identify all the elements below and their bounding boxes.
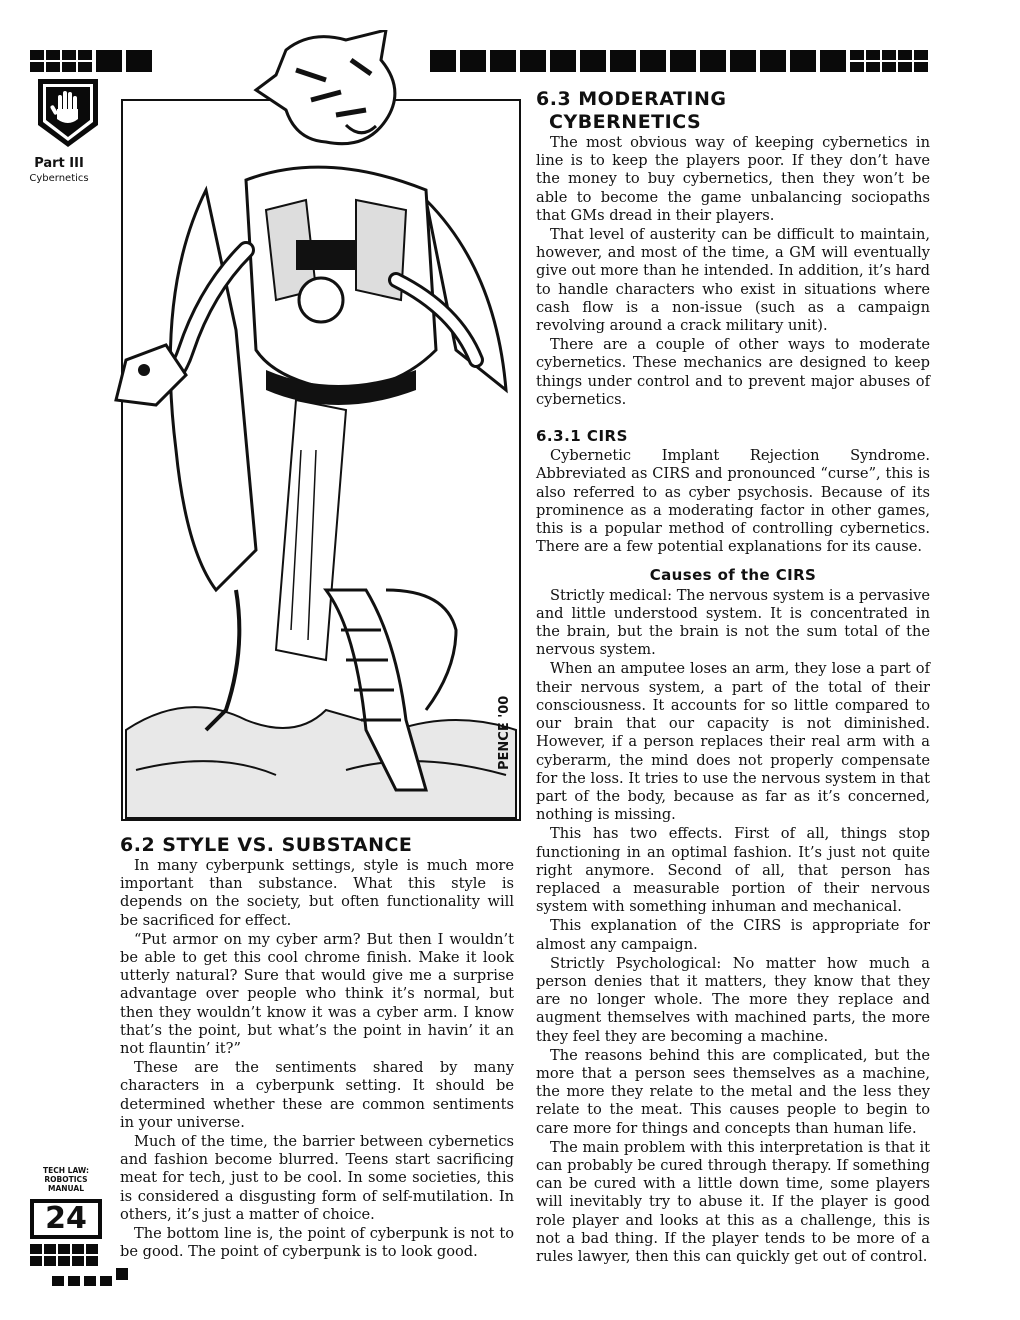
small-block-grid — [30, 50, 92, 72]
section-moderating-cybernetics — [536, 88, 930, 1266]
paragraph: Strictly Psychological: No matter how much a person denies that it matters, they know that they are no longer whole. The more they replace and augment themselves with machined parts, the more they feel they are becoming a machine. — [536, 954, 930, 1045]
paragraph: The reasons behind this are complicated, but the more that a person sees themselves as a machine, the more they relate to the metal and the less they relate to the meat. This causes people to begin to care more for things and concepts than human life. — [536, 1046, 930, 1137]
page-number: 24 — [30, 1199, 102, 1239]
paragraph: This explanation of the CIRS is appropriate for almost any campaign. — [536, 917, 930, 953]
paragraph: The main problem with this interpretation is that it can probably be cured through therapy. If something can be cured with a little down time, some players will inevitably try to abuse it. If the player is good role player and looks at this as a challenge, this is not a bad thing. If the player tends to be more of a rules lawyer, then this can quickly get out of control. — [536, 1138, 930, 1265]
artist-signature: PENCE '00 — [497, 695, 512, 770]
paragraph: There are a couple of other ways to moderate cybernetics. These mechanics are designed to keep things under control and to prevent major abuses of cybernetics. — [536, 336, 930, 408]
causes-heading: Causes of the CIRS — [649, 566, 817, 585]
paragraph: Strictly medical: The nervous system is a pervasive and little understood system. It is concentrated in the brain, but the brain is not the sum total of the nervous system. — [536, 586, 930, 659]
paragraph: When an amputee loses an arm, they lose a part of their nervous system, a part of the total of their consciousness. It accounts for so little compared to our brain that our capacity is not diminished. However, if a person replaces their real arm with a cyberarm, the mind does not properly compensate for the loss. It tries to use the nervous system in that part of the body, because as far as it’s concerned, nothing is missing. — [536, 660, 930, 824]
paragraph: Much of the time, the barrier between cybernetics and fashion become blurred. Teens start sacrificing meat for tech, just to be cool. In some societies, this is considered a disgusting form of self-mutilation. In others, it’s just a matter of choice. — [120, 1133, 514, 1223]
part-subtitle: Cybernetics — [29, 173, 89, 184]
section-heading — [536, 88, 930, 134]
subsection-heading: 6.3.1 CIRS — [536, 427, 628, 446]
paragraph: This has two effects. First of all, things stop functioning in an optimal fashion. It’s just not quite right anymore. Second of all, that person has replaced a measurable portion of their nervous system with something inhuman and mechanical. — [536, 825, 930, 916]
paragraph: “Put armor on my cyber arm? But then I wouldn’t be able to get this cool chrome finish. Make it look utterly natural? Sure that would give me a surprise advantage over people who think it’s normal, but then they wouldn’t know it was a cyber arm. I know that’s the point, but what’s the point in havin’ it an not flauntin’ it?” — [120, 930, 514, 1058]
paragraph: The bottom line is, the point of cyberpunk is not to be good. The point of cyberpunk is to look good. — [120, 1225, 514, 1261]
bottom-left-block-bar — [30, 1244, 98, 1266]
manual-title: TECH LAW: ROBOTICS MANUAL — [43, 1166, 89, 1193]
paragraph: These are the sentiments shared by many characters in a cyberpunk setting. It should be determined whether these are common sentiments in your universe. — [120, 1059, 514, 1131]
part-number: Part III — [34, 156, 84, 171]
heading-line: CYBERNETICS — [549, 111, 702, 133]
heading-line: 6.3 MODERATING — [536, 88, 727, 110]
paragraph: In many cyberpunk settings, style is much more important than substance. What this style is depends on the society, but often functionality will be sacrificed for effect. — [120, 857, 514, 929]
tiger-cyborg-illustration — [96, 30, 532, 830]
paragraph: The most obvious way of keeping cybernetics in line is to keep the players poor. If they don’t have the money to buy cybernetics, then they won’t be able to become the game unbalancing sociopaths that GMs dread in their players. — [536, 134, 930, 224]
section-heading: 6.2 STYLE VS. SUBSTANCE — [120, 834, 413, 856]
hand-badge-icon — [30, 75, 106, 151]
bottom-left-block-bar-lower — [52, 1276, 128, 1286]
section-style-vs-substance — [120, 834, 514, 1261]
small-block-grid — [30, 1244, 98, 1266]
paragraph: Cybernetic Implant Rejection Syndrome. Abbreviated as CIRS and pronounced “curse”, this is also referred to as cyber psychosis. Because of its prominence as a moderating factor in other games, this is a popular method of controlling cybernetics. There are a few potential explanations for its cause. — [536, 447, 930, 556]
paragraph: That level of austerity can be difficult to maintain, however, and most of the time, a GM will eventually give out more than he intended. In addition, it’s hard to handle characters who exist in situations where cash flow is a non-issue (such as a campaign revolving around a crack military unit). — [536, 226, 930, 335]
small-block-grid — [850, 50, 928, 72]
